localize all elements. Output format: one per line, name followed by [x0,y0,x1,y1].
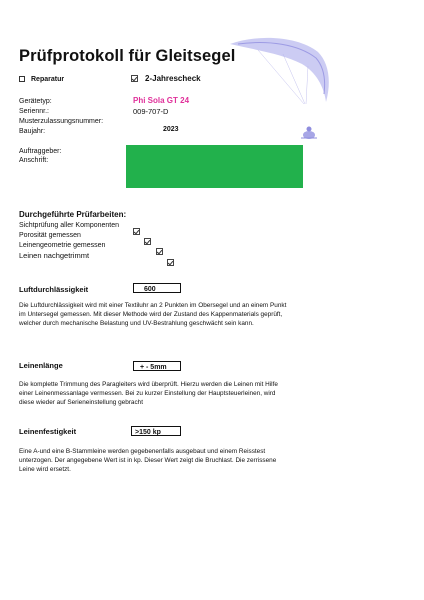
serial-value: 009-707-D [133,107,169,116]
year-label: Baujahr: [19,128,46,135]
year-value: 2023 [163,126,179,133]
checks-heading: Durchgeführte Prüfarbeiten: [19,210,127,219]
check-item-checkbox[interactable] [133,228,140,235]
porosity-value: 600 [133,283,181,293]
paraglider-logo-icon [228,32,338,112]
check-item-checkbox[interactable] [144,238,151,245]
line-length-text: Die komplette Trimmung des Paragleiters wird überprüft. Hierzu werden die Leinen mit Hilfe einer Leinenmessanlage vermessen. Bei zu kurzer Einstellung der Hauptsteuerleinen, wird diese wieder auf Serieneinstellung gebracht [19,381,278,407]
check-item: Leinengeometrie gemessen [19,242,106,249]
address-label: Anschrift: [19,157,49,164]
check-item: Leinen nachgetrimmt [19,251,90,260]
check-2yr-checkbox[interactable] [131,75,138,82]
device-type-label: Gerätetyp: [19,98,52,105]
pilot-icon [297,124,321,142]
option-2yr-check[interactable] [131,74,201,83]
line-length-heading: Leinenlänge [19,361,63,370]
device-type-value: Phi Sola GT 24 [133,96,190,105]
line-strength-value: >150 kp [131,426,181,436]
line-strength-text: Eine A-und eine B-Stammleine werden gegebenenfalls ausgebaut und einem Reisstest unterzogen. Der angegebene Wert ist in kp. Dieser Wert zeigt die Bruchlast. Die zerrissene Leine wird ersetzt. [19,448,277,474]
line-length-value: + - 5mm [133,361,181,371]
approval-label: Musterzulassungsnummer: [19,118,104,125]
repair-label: Reparatur [31,76,65,83]
check-item: Sichtprüfung aller Komponenten [19,222,120,229]
check-item-checkbox[interactable] [167,259,174,266]
redacted-client-box [126,145,303,188]
page-title: Prüfprotokoll für Gleitsegel [19,47,236,65]
check-2yr-label: 2-Jahrescheck [145,74,201,83]
repair-checkbox[interactable] [19,76,25,82]
option-repair[interactable] [19,75,64,84]
check-item: Porosität gemessen [19,232,81,239]
line-strength-heading: Leinenfestigkeit [19,427,77,436]
client-label: Auftraggeber: [19,148,62,155]
check-item-checkbox[interactable] [156,248,163,255]
porosity-heading: Luftdurchlässigkeit [19,285,89,294]
porosity-text: Die Luftdurchlässigkeit wird mit einer Textiluhr an 2 Punkten im Obersegel und an einem Punkt im Untersegel gemessen. Mit dieser Methode wird der Zustand des Kappenmaterials geprüft, welcher durch mechanische Belastung und UV-Bestrahlung geschwächt sein kann. [19,302,287,328]
serial-label: Seriennr.: [19,108,49,115]
